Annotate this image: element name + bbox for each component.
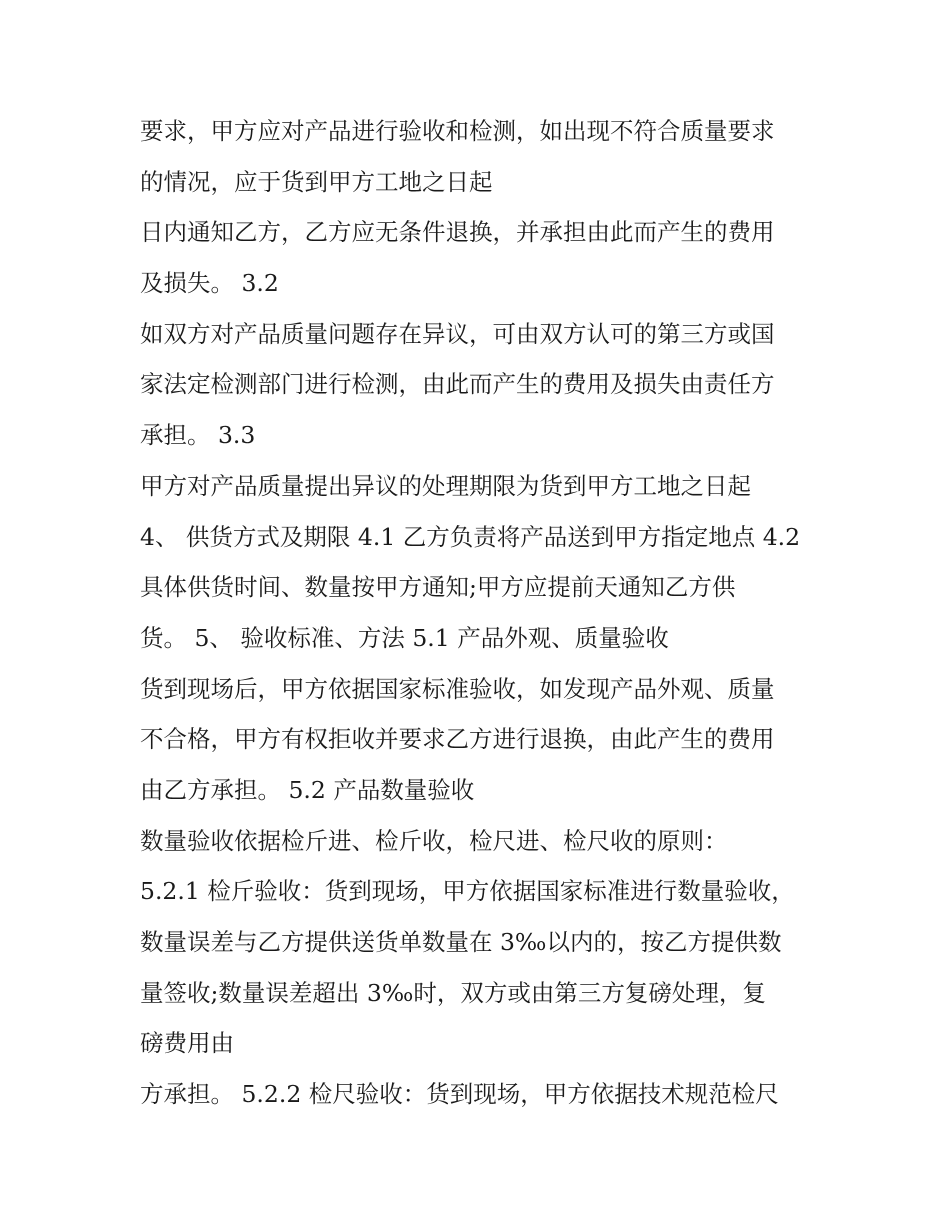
- text-line: 量签收;数量误差超出 3‰时，双方或由第三方复磅处理，复: [140, 978, 766, 1007]
- text-line: 的情况，应于货到甲方工地之日起: [140, 167, 493, 196]
- text-line: 及损失。 3.2: [140, 269, 279, 298]
- text-line: 数量误差与乙方提供送货单数量在 3‰以内的，按乙方提供数: [140, 928, 782, 956]
- text-line: 日内通知乙方，乙方应无条件退换，并承担由此而产生的费用: [140, 218, 775, 247]
- text-line: 承担。 3.3: [140, 421, 256, 450]
- text-line: 如双方对产品质量问题存在异议，可由双方认可的第三方或国: [140, 319, 775, 348]
- text-line: 不合格，甲方有权拒收并要求乙方进行退换，由此产生的费用: [140, 725, 775, 754]
- text-line: 方承担。 5.2.2 检尺验收：货到现场，甲方依据技术规范检尺: [140, 1080, 779, 1109]
- text-line: 具体供货时间、数量按甲方通知;甲方应提前天通知乙方供: [140, 573, 736, 602]
- text-line: 数量验收依据检斤进、检斤收，检尺进、检尺收的原则：: [140, 826, 728, 855]
- text-line: 货。 5、 验收标准、方法 5.1 产品外观、质量验收: [140, 623, 669, 652]
- text-line: 家法定检测部门进行检测，由此而产生的费用及损失由责任方: [140, 370, 775, 399]
- text-line: 由乙方承担。 5.2 产品数量验收: [140, 775, 475, 804]
- text-line: 要求，甲方应对产品进行验收和检测，如出现不符合质量要求: [140, 117, 775, 145]
- text-line: 磅费用由: [140, 1029, 234, 1058]
- text-line: 4、 供货方式及期限 4.1 乙方负责将产品送到甲方指定地点 4.2: [140, 522, 801, 551]
- text-line: 货到现场后，甲方依据国家标准验收，如发现产品外观、质量: [140, 674, 775, 703]
- text-line: 5.2.1 检斤验收：货到现场，甲方依据国家标准进行数量验收，: [140, 877, 795, 906]
- text-line: 甲方对产品质量提出异议的处理期限为货到甲方工地之日起: [140, 471, 751, 500]
- document-body: [140, 106, 830, 1120]
